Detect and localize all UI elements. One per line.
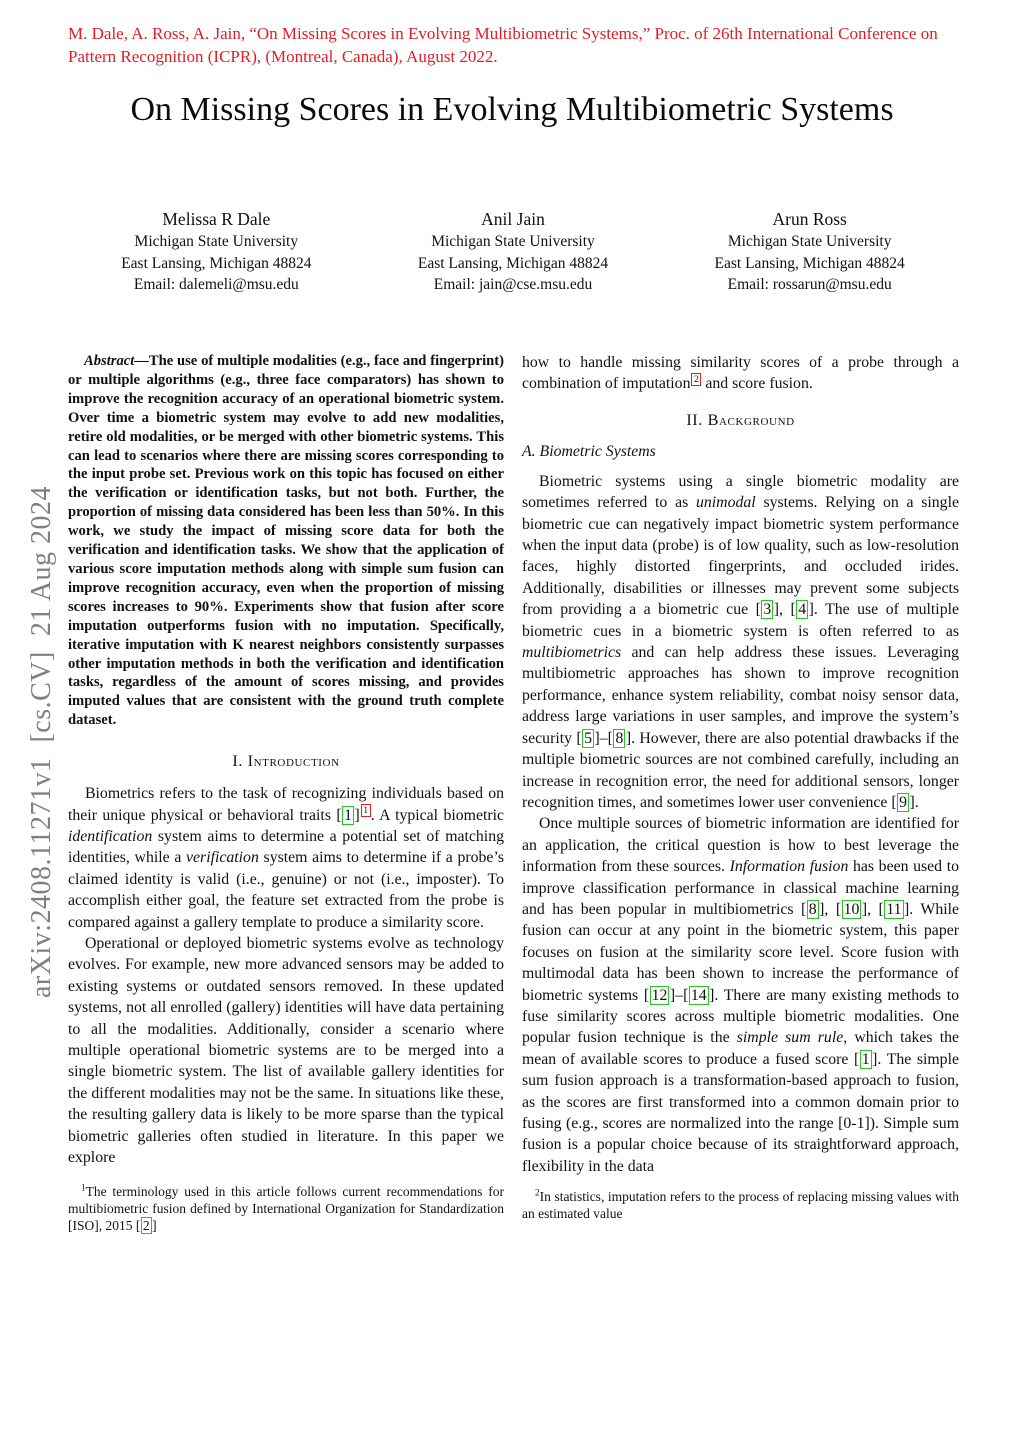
citation-link[interactable]: 14 (690, 986, 707, 1004)
citation-link[interactable]: 8 (615, 729, 624, 747)
author-name: Melissa R Dale (162, 209, 271, 229)
section-heading-introduction: I. Introduction (232, 752, 340, 771)
background-paragraph-1: Biometric systems using a single biometric modality are sometimes referred to as unimodal systems. Relying on a single biometric cue can negatively impact biometric system performance when the input data (probe) is of low quality, such as low-resolution faces, highly distorted fingerprints, and occluded irides. Additionally, disabilities or illnesses may prevent some subjects from providing a a biometric cue [ 3 ], [ 4 ]. The use of multiple biometric cues in a biometric system is often referred to as multibiometrics and can help address these issues. Leveraging multibiometric approaches has shown to improve recognition performance, enhance system reliability, combat noisy sensor data, address large variations in user samples, and improve the system’s security [ 5 ]–[ 8 ]. However, there are also potential drawbacks if the multiple biometric sources are not combined carefully, including an increase in recognition error, the need for additional sensors, longer recognition times, and sometimes lower user convenience [ 9 ]. (522, 472, 959, 811)
citation-link[interactable]: 10 (843, 900, 860, 918)
text-emphasis: Information fusion (729, 858, 849, 876)
subsection-heading-biometric-systems: A. Biometric Systems (522, 442, 656, 460)
footnote-1: $^1$The terminology used in this article follows current recommendations for multibiometric fusion defined by International Organization for Standardization [ISO], 2015 [ 2 ] (68, 1182, 504, 1234)
citation-header: M. Dale, A. Ross, A. Jain, “On Missing Scores in Evolving Multibiometric Systems,” Proc. of 26th International Conference on Pattern Recognition (ICPR), (Montreal, Canada), August 2022. (68, 24, 938, 66)
text-emphasis: identification (68, 827, 153, 845)
intro-paragraph-1: Biometrics refers to the task of recognizing individuals based on their unique physical or behavioral traits [ 1 ] $^1$ . A typical biometric identification system aims to determine a potential set of matching identities, while a verification system aims to determine if a probe’s claimed identity is valid (i.e., genuine) or not (i.e., imposter). To accomplish either goal, the feature set extracted from the probe is compared against a gallery template to produce a similarity score. (68, 785, 505, 931)
citation-link[interactable]: 3 (763, 601, 772, 619)
author-address: East Lansing, Michigan 48824 (121, 254, 312, 272)
footnote-2: $^2$In statistics, imputation refers to the process of replacing missing values with an estimated value (522, 1187, 959, 1222)
background-paragraph-2: Once multiple sources of biometric information are identified for an application, the critical question is how to best leverage the information from these sources. Information fusion has been used to improve classification performance in classical machine learning and has been popular in multibiometrics [ 8 ], [ 10 ], [ 11 ]. While fusion can occur at any point in the biometric system, this paper focuses on fusion at the similarity score level. Score fusion with multimodal data has been shown to increase the performance of biometric systems [ 12 ]–[ 14 ]. There are many existing methods to fuse similarity scores across multiple biometric modalities. One popular fusion technique is the simple sum rule, which takes the mean of available scores to produce a fused score [ 1 ]. The simple sum fusion approach is a transformation-based approach to fusion, as the scores are first transformed into a common domain prior to fusing (e.g., scores are normalized into the range [0-1]). Simple sum fusion is a popular choice because of its straightforward approach, flexibility in the data (522, 815, 960, 1175)
section-heading-background: II. Background (686, 410, 795, 429)
left-column (68, 352, 504, 1235)
citation-link[interactable]: 2 (142, 1218, 150, 1234)
author-block-dale (68, 208, 365, 296)
citation-link[interactable]: 11 (886, 900, 902, 918)
author-name: Anil Jain (481, 209, 545, 229)
author-address: East Lansing, Michigan 48824 (714, 254, 905, 272)
citation-link[interactable]: 1 (861, 1050, 870, 1068)
abstract-paragraph: Abstract—The use of multiple modalities (e.g., face and fingerprint) or multiple algorithms (e.g., three face comparators) has shown to improve the recognition accuracy of an operational biometric system. Over time a biometric system may evolve to add new modalities, retire old modalities, or be merged with other biometric systems. This can lead to scenarios where there are missing scores corresponding to the input probe set. Previous work on this topic has focused on either the verification or identification tasks, but not both. Further, the proportion of missing data considered has been less than 50%. In this work, we study the impact of missing score data for both the verification and identification tasks. We show that the application of various score imputation methods along with simple sum fusion can improve recognition accuracy, even when the proportion of missing scores increases to 90%. Experiments show that fusion after score imputation outperforms fusion with no imputation. Specifically, iterative imputation with K nearest neighbors consistently surpasses other imputation methods in both the verification and identification tasks, regardless of the amount of scores missing, and provides imputed values that are consistent with the ground truth complete dataset. (68, 353, 504, 729)
intro-paragraph-2: Operational or deployed biometric systems evolve as technology evolves. For example, new more advanced sensors may be added to existing systems or outdated sensors removed. In these updated systems, not all enrolled (gallery) identities will have data pertaining to all the modalities. Additionally, consider a scenario where multiple operational biometric systems are to be merged into a single biometric system. The list of available gallery identities for the different modalities may not be the same. In situations like these, the resulting gallery data is likely to be more sparse than the typical biometric galleries often studied in literature. In this paper we explore (68, 934, 504, 1167)
author-email: Email: rossarun@msu.edu (727, 276, 892, 293)
author-affiliation: Michigan State University (431, 233, 595, 250)
text-emphasis: simple sum rule (736, 1029, 844, 1047)
text-emphasis: unimodal (696, 494, 756, 512)
citation-link[interactable]: 4 (798, 601, 807, 619)
paper-title: On Missing Scores in Evolving Multibiometric Systems (130, 91, 894, 128)
citation-link[interactable]: 1 (344, 806, 353, 824)
text-emphasis: Abstract (84, 353, 135, 369)
footnote-ref-link[interactable]: 2 (691, 373, 701, 386)
citation-link[interactable]: 5 (584, 729, 593, 747)
citation-link[interactable]: 9 (899, 793, 908, 811)
author-name: Arun Ross (772, 209, 847, 229)
author-affiliation: Michigan State University (727, 233, 892, 250)
right-column (522, 352, 959, 1223)
text-emphasis: multibiometrics (522, 644, 622, 662)
citation-link[interactable]: 8 (808, 900, 817, 918)
authors-row (68, 208, 958, 296)
author-affiliation: Michigan State University (134, 233, 299, 250)
text-emphasis: 1 (81, 1182, 86, 1193)
author-block-jain (365, 208, 662, 296)
author-email: Email: dalemeli@msu.edu (133, 276, 299, 293)
continuation-paragraph: how to handle missing similarity scores of a probe through a combination of imputation $^2$ and score fusion. (522, 354, 959, 393)
author-address: East Lansing, Michigan 48824 (417, 254, 609, 272)
text-emphasis: verification (186, 849, 259, 867)
arxiv-watermark: arXiv:2408.11271v1 [cs.CV] 21 Aug 2024 (26, 485, 57, 999)
author-email: Email: jain@cse.msu.edu (433, 276, 593, 293)
text-emphasis: 2 (535, 1187, 540, 1198)
author-block-ross (661, 208, 958, 296)
citation-link[interactable]: 12 (651, 986, 668, 1004)
footnote-ref-link[interactable]: 1 (361, 804, 371, 817)
